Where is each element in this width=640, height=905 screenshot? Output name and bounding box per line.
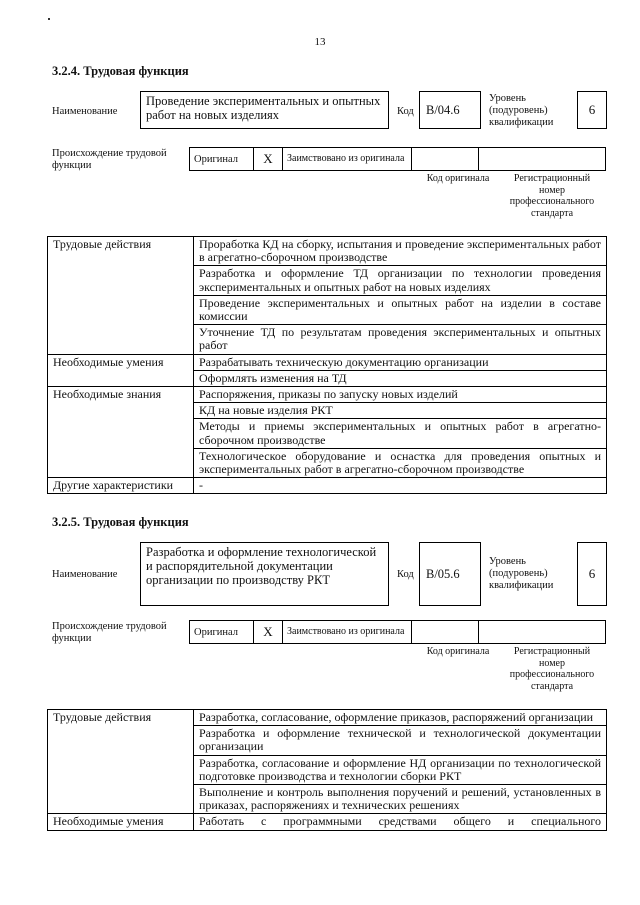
table-row <box>48 710 607 726</box>
reg-number-caption: Регистрационный номер профессионального стандарта <box>509 173 595 219</box>
code-original-cell <box>412 148 479 171</box>
function-code-box: B/05.6 <box>419 542 481 606</box>
page-number: 13 <box>314 36 326 48</box>
table-row <box>48 387 607 403</box>
name-label: Наименование <box>52 569 118 580</box>
level-box: 6 <box>577 542 607 606</box>
code-label: Код <box>397 106 414 117</box>
code-original-caption: Код оригинала <box>426 173 490 184</box>
table-row <box>48 814 607 830</box>
row-header: Другие характеристики <box>48 478 194 494</box>
function-code-box: B/04.6 <box>419 91 481 129</box>
table-cell: Проработка КД на сборку, испытания и проведение экспериментальных работ в агрегатно-сборочном производстве <box>194 237 607 266</box>
original-cell: Оригинал <box>190 621 254 644</box>
origin-label: Происхождение трудовой функции <box>52 621 167 644</box>
table-cell: Методы и приемы экспериментальных и опытных работ в агрегатно-сборочном производстве <box>194 419 607 448</box>
level-box: 6 <box>577 91 607 129</box>
original-mark: X <box>254 148 283 171</box>
reg-number-cell <box>479 621 606 644</box>
table-cell: Разработка и оформление технической и технологической документации организации <box>194 726 607 755</box>
table-cell: Выполнение и контроль выполнения поручений и решений, установленных в приказах, распоряжениях и технических решениях <box>194 785 607 814</box>
origin-table <box>189 620 606 644</box>
table-cell: Оформлять изменения на ТД <box>194 370 607 386</box>
row-header: Необходимые знания <box>48 387 194 478</box>
table-cell: Уточнение ТД по результатам проведения экспериментальных и опытных работ <box>194 325 607 354</box>
function-table-3-2-5 <box>47 709 607 831</box>
row-header: Трудовые действия <box>48 710 194 814</box>
section-title: 3.2.5. Трудовая функция <box>52 515 189 529</box>
table-cell: Распоряжения, приказы по запуску новых изделий <box>194 387 607 403</box>
row-header: Необходимые умения <box>48 814 194 830</box>
reg-number-caption: Регистрационный номер профессионального стандарта <box>509 646 595 692</box>
origin-table <box>189 147 606 171</box>
function-name-box: Разработка и оформление технологической и распорядительной документации организации по производству РКТ <box>140 542 389 606</box>
original-cell: Оригинал <box>190 148 254 171</box>
section-title: 3.2.4. Трудовая функция <box>52 64 189 78</box>
code-label: Код <box>397 569 414 580</box>
function-name-box: Проведение экспериментальных и опытных работ на новых изделиях <box>140 91 389 129</box>
table-cell: КД на новые изделия РКТ <box>194 403 607 419</box>
code-original-caption: Код оригинала <box>426 646 490 657</box>
table-row <box>48 354 607 370</box>
table-cell: Разработка и оформление ТД организации по технологии проведения экспериментальных и опытных работ на новых изделиях <box>194 266 607 295</box>
table-cell: Разработка, согласование, оформление приказов, распоряжений организации <box>194 710 607 726</box>
table-cell: Разработка, согласование и оформление НД организации по технологической подготовке производства и технологии сборки РКТ <box>194 755 607 784</box>
origin-label: Происхождение трудовой функции <box>52 148 167 171</box>
table-cell: Технологическое оборудование и оснастка для проведения опытных и экспериментальных работ в агрегатно-сборочном производстве <box>194 448 607 477</box>
level-label: Уровень (подуровень) квалификации <box>489 93 554 128</box>
table-cell: - <box>194 478 607 494</box>
level-label: Уровень (подуровень) квалификации <box>489 556 554 591</box>
original-mark: X <box>254 621 283 644</box>
scan-speck <box>48 18 50 20</box>
table-row <box>48 478 607 494</box>
code-original-cell <box>412 621 479 644</box>
table-cell: Разрабатывать техническую документацию организации <box>194 354 607 370</box>
function-table-3-2-4 <box>47 236 607 494</box>
table-cell: Работать с программными средствами общего и специального <box>194 814 607 830</box>
name-label: Наименование <box>52 106 118 117</box>
table-cell: Проведение экспериментальных и опытных работ на изделии в составе комиссии <box>194 295 607 324</box>
borrowed-cell: Заимствовано из оригинала <box>283 621 412 644</box>
table-row <box>48 237 607 266</box>
borrowed-cell: Заимствовано из оригинала <box>283 148 412 171</box>
row-header: Трудовые действия <box>48 237 194 355</box>
row-header: Необходимые умения <box>48 354 194 386</box>
reg-number-cell <box>479 148 606 171</box>
